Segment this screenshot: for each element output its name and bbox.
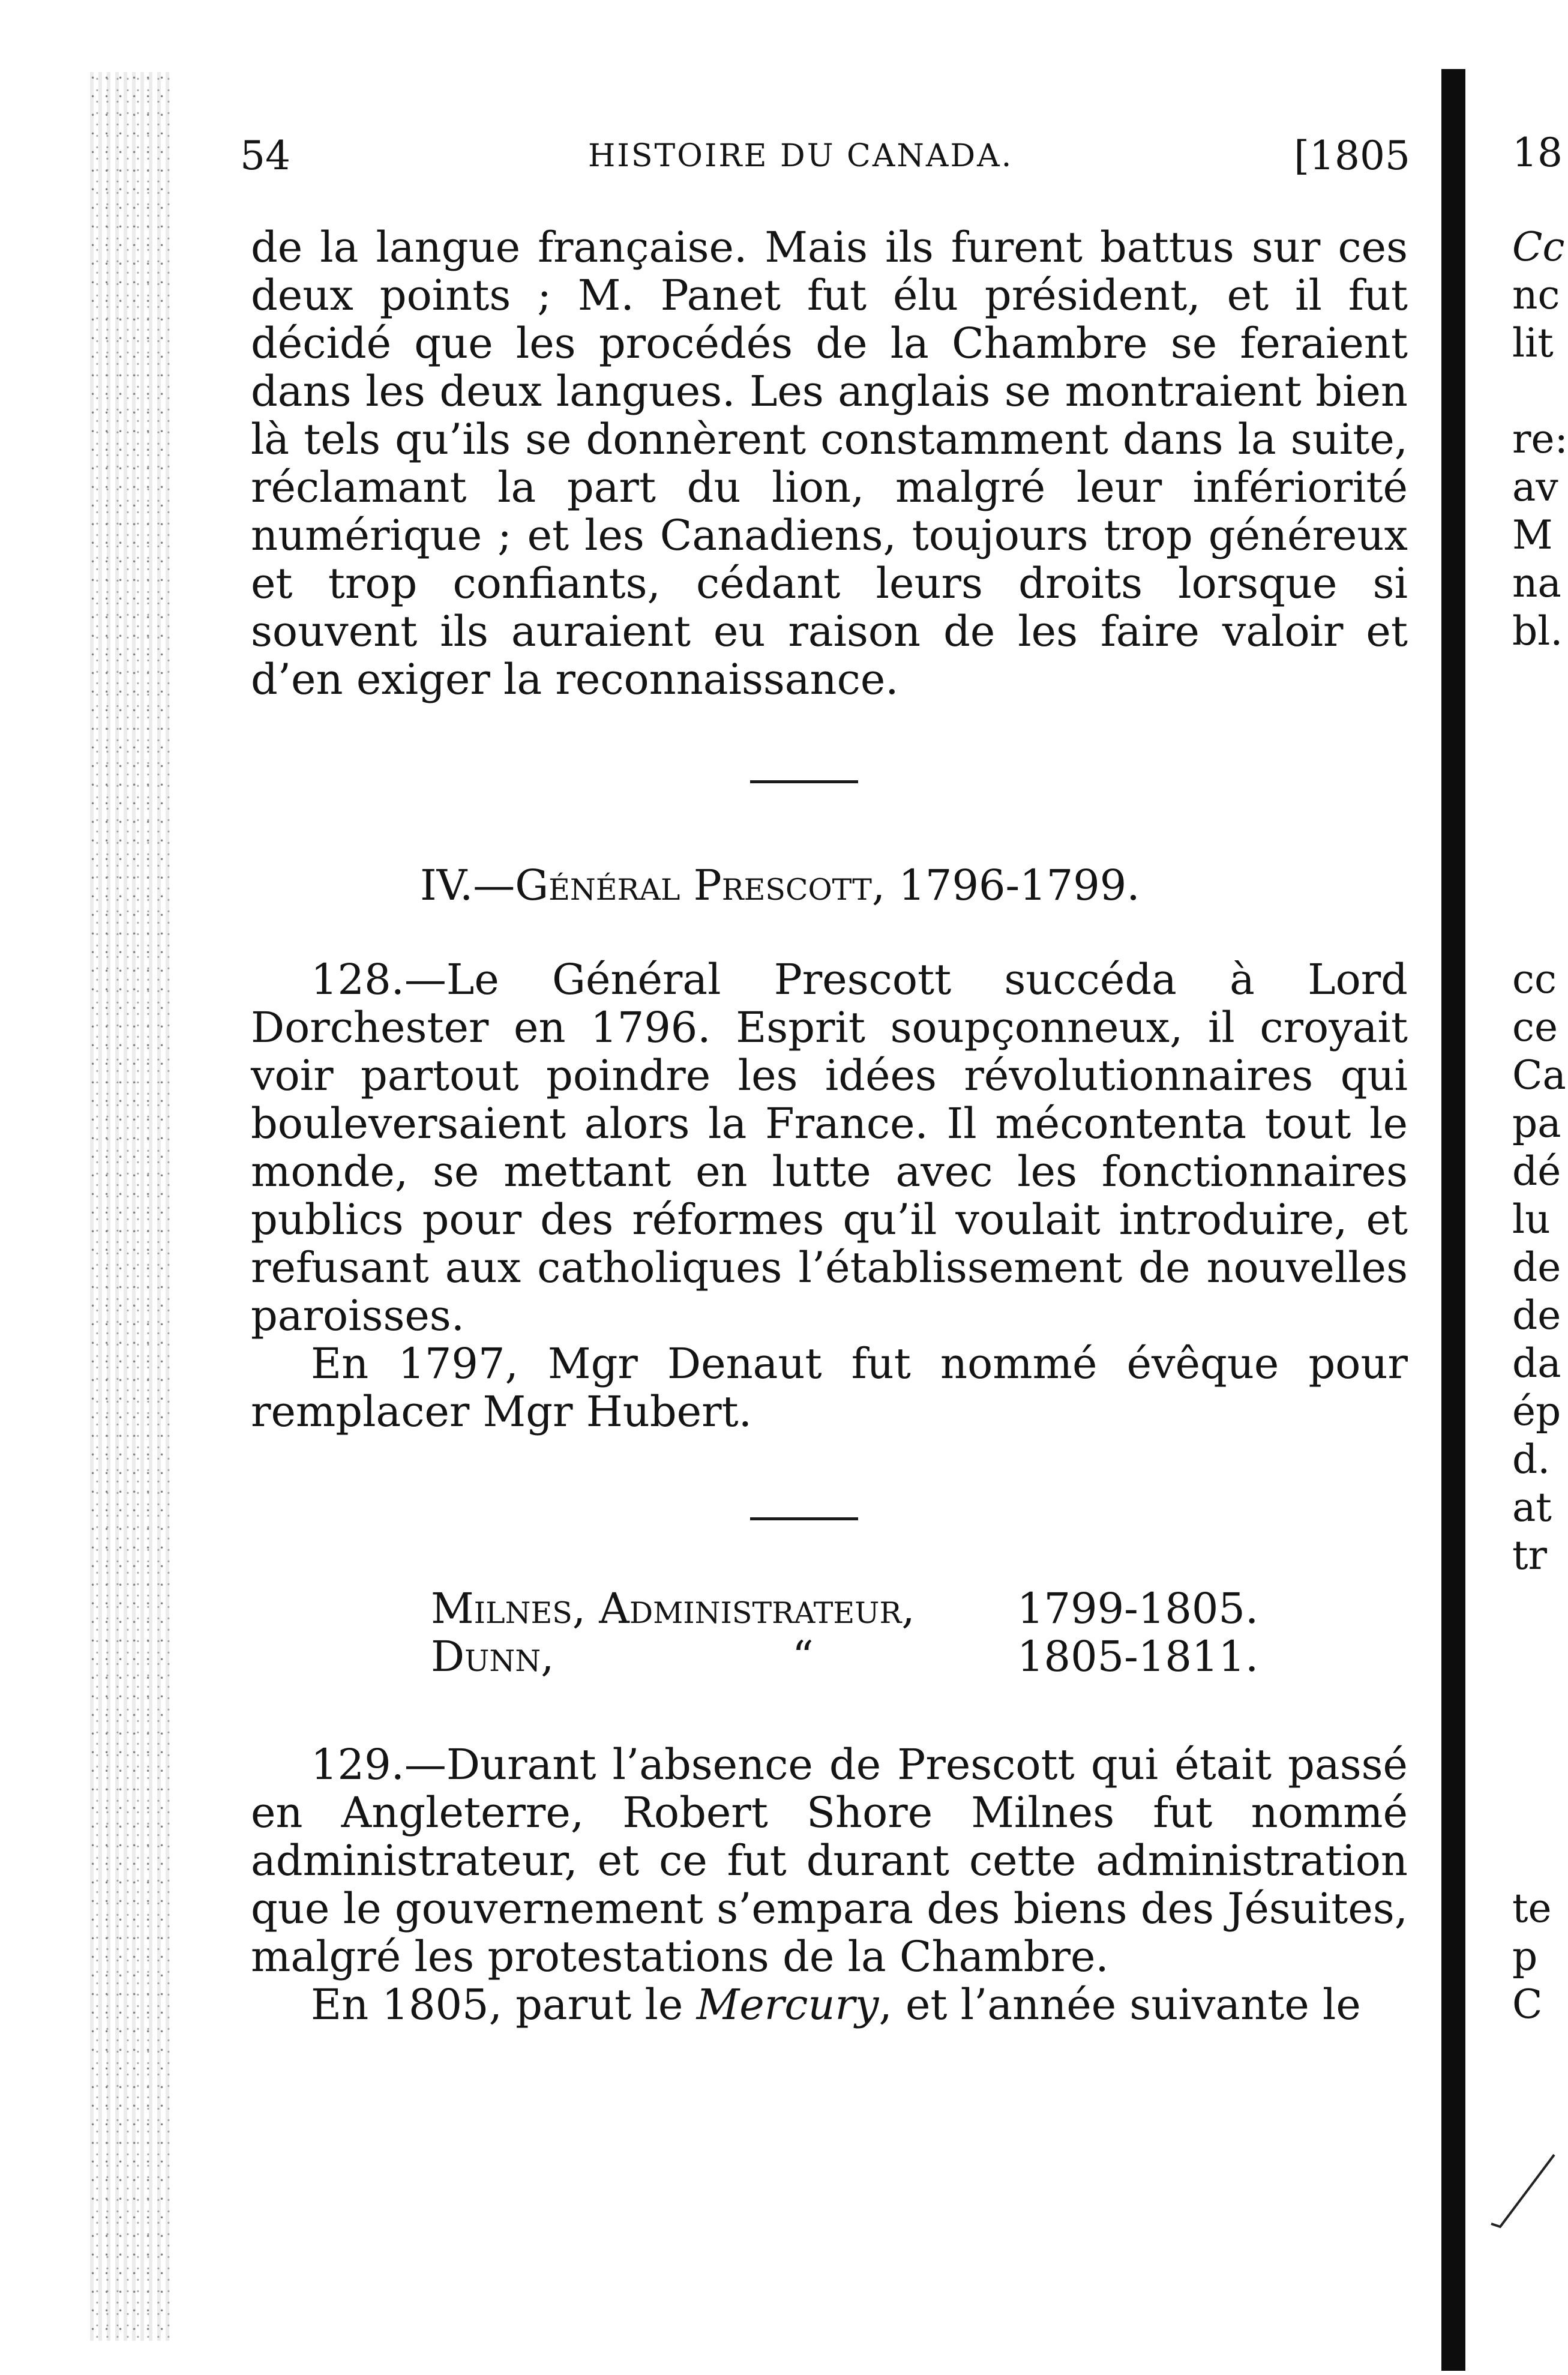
facing-page-mid-fragments (1512, 956, 1566, 1580)
facing-line: av (1512, 464, 1558, 510)
section-heading-prescott: IV.—Général Prescott, 1796-1799. (420, 861, 1140, 910)
heading-dunn-years: 1805-1811. (1017, 1632, 1259, 1681)
facing-line: de (1512, 1244, 1561, 1290)
section-iv-body (251, 956, 1408, 1436)
book-spine-shadow (1441, 69, 1465, 2371)
facing-line: na (1512, 560, 1561, 606)
facing-line: de (1512, 1292, 1561, 1338)
pencil-mark (1488, 2149, 1560, 2239)
facing-line: da (1512, 1340, 1561, 1386)
facing-page-bottom-fragments (1512, 1885, 1560, 2029)
heading-milnes: Milnes, Administrateur, (431, 1584, 915, 1633)
facing-line: at (1512, 1484, 1552, 1531)
facing-line: M (1512, 512, 1553, 558)
heading-dunn: Dunn, (431, 1632, 554, 1681)
paragraph-1797: En 1797, Mgr Denaut fut nommé évêque pour remplacer Mgr Hubert. (251, 1339, 1408, 1436)
facing-line: re: (1512, 416, 1568, 462)
facing-line: p (1512, 1933, 1538, 1979)
facing-line: te (1512, 1885, 1552, 1931)
intro-paragraph: de la langue française. Mais ils furent battus sur ces deux points ; M. Panet fut élu président, et il fut décidé que les procédés de la Chambre se feraient dans les deux langues. Les anglais se montraient bien là tels qu’ils se donnèrent constamment dans la suite, réclamant la part du lion, malgré leur infériorité numérique ; et les Canadiens, toujours trop généreux et trop confiants, cédant leurs droits lorsque si souvent ils auraient eu raison de les faire valoir et d’en exiger la reconnaissance. (251, 223, 1408, 704)
facing-line: bl. (1512, 608, 1563, 654)
facing-line: d. (1512, 1436, 1551, 1482)
intro-paragraph-block (251, 223, 1408, 703)
facing-line: cc (1512, 956, 1557, 1002)
newspaper-title: Mercury (696, 1980, 879, 2029)
running-title: HISTOIRE DU CANADA. (588, 138, 1014, 174)
facing-page-top-fragments (1512, 223, 1568, 655)
facing-line: lit (1512, 320, 1554, 366)
section-v-body (251, 1741, 1408, 2029)
running-header (240, 129, 1410, 183)
facing-line: dé (1512, 1148, 1561, 1194)
section-divider-1 (750, 780, 858, 783)
facing-line: nc (1512, 272, 1560, 318)
facing-line: pa (1512, 1100, 1561, 1146)
facing-line: Cc (1512, 224, 1565, 270)
facing-line: ép (1512, 1388, 1561, 1434)
page-number: 54 (240, 133, 290, 179)
heading-milnes-years: 1799-1805. (1017, 1584, 1259, 1633)
header-year: [1805 (1294, 133, 1410, 179)
scanned-binding-gutter (90, 72, 171, 2341)
section-divider-2 (750, 1517, 858, 1520)
facing-line: ce (1512, 1004, 1558, 1050)
paragraph-129: 129.—Durant l’absence de Prescott qui était passé en Angleterre, Robert Shore Milnes fut nommé administrateur, et ce fut durant cette administration que le gouvernement s’empara des biens des Jésuites, malgré les protestations de la Chambre. (251, 1740, 1408, 1981)
ditto-mark: “ (792, 1632, 814, 1681)
facing-line: Ca (1512, 1052, 1566, 1098)
facing-line: C (1512, 1981, 1543, 2027)
facing-line: tr (1512, 1532, 1548, 1579)
paragraph-128: 128.—Le Général Prescott succéda à Lord Dorchester en 1796. Esprit soupçonneux, il croyait voir partout poindre les idées révolutionnaires qui bouleversaient alors la France. Il mécontenta tout le monde, se mettant en lutte avec les fonctionnaires publics pour des réformes qu’il voulait introduire, et refusant aux catholiques l’établissement de nouvelles paroisses. (251, 955, 1408, 1340)
facing-line: lu (1512, 1196, 1551, 1242)
facing-line (1512, 367, 1560, 415)
paragraph-1805: En 1805, parut le Mercury, et l’année suivante le (311, 1980, 1361, 2029)
facing-page-header-fragment: 18 (1512, 130, 1563, 176)
